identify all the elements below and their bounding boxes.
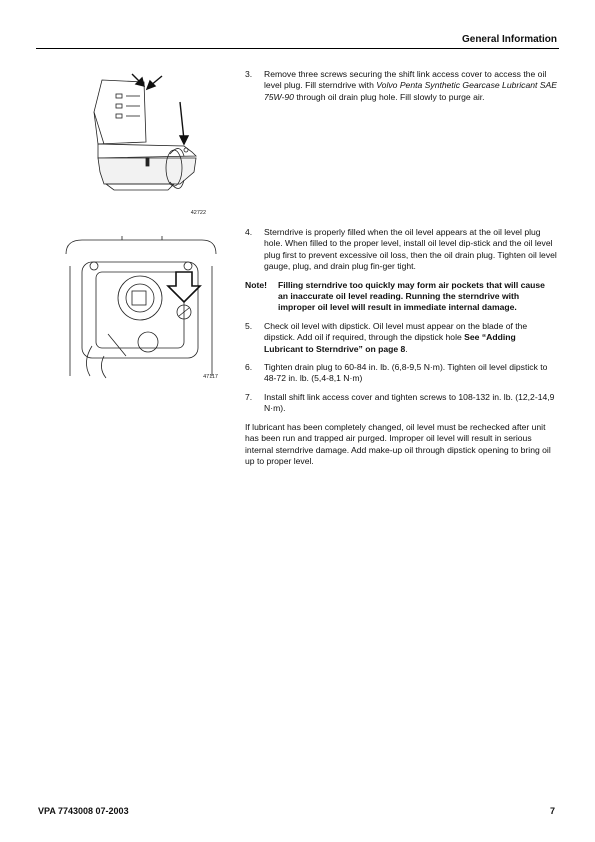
note-label: Note!	[245, 279, 267, 290]
step-7	[245, 392, 557, 415]
footer-document-ref: VPA 7743008 07-2003	[38, 806, 129, 816]
figure-sterndrive-side	[84, 72, 210, 220]
step-3	[245, 69, 557, 103]
step-text: Install shift link access cover and tighten screws to 108-132 in. lb. (12,2-14,9 N·m).	[264, 391, 555, 414]
step-number: 7.	[245, 391, 253, 402]
step-block-3	[245, 69, 557, 110]
page-header-title: General Information	[461, 34, 557, 45]
note-text: Filling sterndrive too quickly may form air pockets that will cause an inaccurate oil level reading. Running the sterndrive with improper oil level will result in immediate internal damage.	[278, 279, 545, 313]
step-number: 6.	[245, 362, 253, 373]
instructions-block	[245, 227, 557, 467]
note-block	[245, 280, 557, 314]
step-5	[245, 321, 557, 355]
figure-id-1: 42722	[190, 210, 206, 216]
footer-page-number: 7	[549, 806, 555, 816]
step-text: Remove three screws securing the shift link access cover to access the oil level plug. Fill sterndrive with	[264, 69, 547, 91]
step-number: 5.	[245, 320, 253, 331]
closing-paragraph: If lubricant has been completely changed, oil level must be rechecked after unit has been run and trapped air purged. Improper oil level will result in serious internal sterndrive damage. Add make-up oil through dipstick opening to bring oil up to proper level.	[245, 421, 551, 466]
oil-level-plug-illustration	[62, 236, 220, 386]
step-6	[245, 362, 557, 385]
header-rule	[36, 48, 559, 49]
cross-reference: See “Adding Lubricant to Sterndrive” on page 8	[264, 332, 516, 354]
step-text-end: .	[405, 343, 408, 354]
figure-oil-level-plug	[62, 236, 220, 386]
step-text: Tighten drain plug to 60-84 in. lb. (6,8-9,5 N·m). Tighten oil level dipstick to 48-72 in. lb. (5,4-8,1 N·m)	[264, 362, 548, 384]
step-text-end: through oil drain plug hole. Fill slowly to purge air.	[293, 91, 485, 102]
step-4	[245, 227, 557, 273]
step-number: 3.	[245, 69, 253, 79]
step-text: Sterndrive is properly filled when the oil level appears at the oil level plug hole. When filled to the proper level, install oil level dip-stick and the oil level plug first to prevent excessive oil loss, then the oil drain plug. Tighten oil level gauge, plug, and drain plug fin-ger tight.	[264, 227, 557, 272]
lubricant-name: Volvo Penta Synthetic Gearcase Lubricant SAE 75W-90	[264, 80, 557, 102]
step-number: 4.	[245, 227, 253, 237]
step-text: Check oil level with dipstick. Oil level must appear on the blade of the dipstick. Add oil if required, through the dipstick hole	[264, 320, 528, 343]
figure-id-2: 47117	[203, 374, 218, 380]
sterndrive-side-illustration	[84, 72, 210, 220]
